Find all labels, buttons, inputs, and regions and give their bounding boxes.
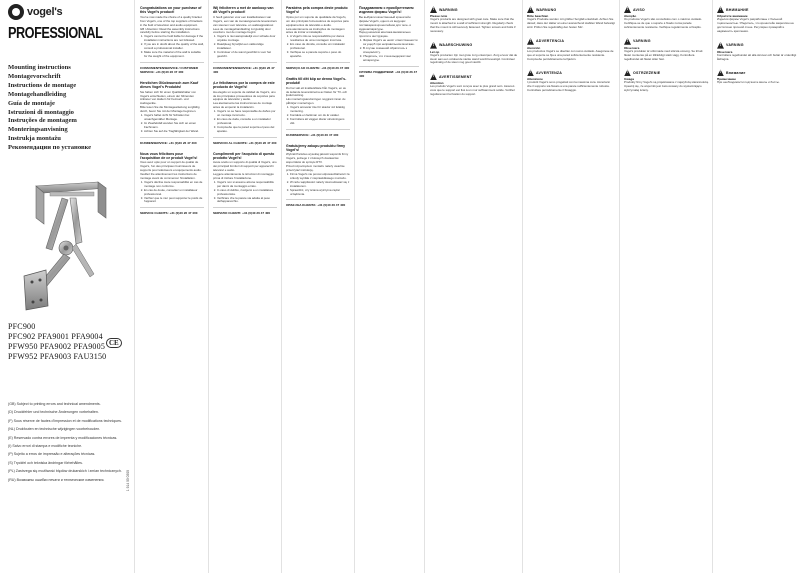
instruction-item: 1. Vogel's haftet nicht für Schäden bei unsachgemäßer Montage. [144, 114, 204, 122]
instruction-item: 2. Kontakta en fackman om du är osäker. [290, 114, 350, 118]
ce-mark: CE [106, 338, 122, 348]
legal-notes [8, 400, 122, 484]
instructions-column [140, 6, 204, 568]
manual-title: Monteringsanvisning [8, 126, 68, 134]
warning-subtitle: Observera [717, 49, 733, 54]
column-divider [208, 0, 209, 573]
warning-text: Kontrollera regelbundet att alla skruvar och bultar är ordentligt åtdragna. [717, 52, 797, 61]
warning-block [717, 6, 797, 34]
instruction-item: 1. Vogel's no se hace responsable de daños por un montaje incorrecto. [217, 110, 277, 118]
warning-text: I prodotti Vogel's sono progettati con la massima cura. Accertarsi che il supporto sia fissato a una parete sufficientemente robusta. Controllare periodicamente il fissaggio. [527, 80, 610, 93]
warning-header [527, 38, 615, 45]
section-heading: Complimenti per l'acquisto di questo prodotto Vogel's! [213, 151, 275, 160]
product-photo [6, 178, 128, 313]
warning-block [717, 69, 797, 85]
warning-title: WAARSCHUWING [439, 43, 473, 48]
instruction-item: 2. Em caso de dúvida, consulte um instalador profissional. [290, 43, 350, 51]
language-section [213, 152, 277, 216]
warning-subtitle: Attenzione [527, 77, 543, 82]
section-heading: Wij feliciteren u met de aankoop van dit Vogel's product! [213, 6, 274, 15]
warning-text: Les produits Vogel's sont conçus avec le plus grand soin. Assurez-vous que le support est fixé à un mur suffisamment solide. Vérifiez régulièrement la fixation du support. [430, 84, 516, 97]
section-divider [140, 207, 204, 208]
section-paragraph: Bitte lesen Sie die Montageanleitung sorgfältig durch, bevor Sie mit der Montage beginnen. [140, 105, 200, 114]
section-divider [213, 137, 277, 138]
model-line: PFW950 PFA9002 PFA9005 [8, 342, 106, 351]
instructions-column [359, 6, 419, 568]
instructions-column [286, 6, 350, 568]
warning-triangle-icon: ! [717, 69, 724, 76]
section-paragraph: Lees de montagehandleiding zorgvuldig door voordat u met de montage begint. [213, 26, 271, 35]
warning-subtitle: Примечание [717, 77, 736, 82]
instruction-item: 3. Sprawdzić, czy ściana wytrzyma ciężar urządzenia. [290, 189, 350, 197]
instruction-item: 2. Raadpleeg bij twijfel een vakkundige installateur. [217, 43, 277, 51]
section-paragraph: GB / Attention: Read the assembly instructions carefully before starting the installation. [140, 26, 200, 35]
section-paragraph: You've now made the choice of a quality bracket from Vogel's, one of the top suppliers of brackets in the field of television and audio equipment. [140, 14, 203, 27]
section-heading: Grattis till ditt köp av denna Vogel's-produkt! [286, 76, 347, 86]
manual-title: Instruções de montagem [8, 117, 77, 125]
column-divider [134, 0, 135, 573]
warning-header [717, 42, 797, 49]
manual-title: Mounting instructions [8, 64, 71, 71]
manual-title: Istruzioni di montaggio [8, 108, 74, 116]
warning-title: OSTRZEŻENIE [633, 70, 661, 75]
warning-text: Produkty firmy Vogel's są projektowane z najwyższą starannością. Upewnij się, że wspornik jest zamocowany do wystarczająco wytrzymałej ściany. [624, 80, 709, 93]
warnings-column [527, 6, 615, 568]
warning-triangle-icon: ! [624, 6, 631, 13]
warning-triangle-icon: ! [430, 42, 437, 49]
manual-title: Instrukja montażu [8, 135, 61, 143]
language-section [213, 6, 277, 74]
section-paragraph: Optou por um suporte de qualidade da Vogel's, um dos principais fornecedores de suportes para equipamentos de televisão e áudio. [286, 14, 349, 27]
language-section [140, 6, 204, 74]
section-heading: Gratulujemy zakupu produktu firmy Vogel's! [286, 143, 346, 153]
warning-title: VARNING [726, 43, 744, 48]
customer-service: CONSUMENTENSERVICE: +31 (0)40 26 47 400 [213, 65, 275, 74]
warning-subtitle: Observera [624, 45, 640, 50]
warning-triangle-icon: ! [527, 69, 534, 76]
warning-header [527, 69, 615, 76]
page-fold [424, 0, 425, 573]
warning-text: Los productos Vogel's se diseñan con sumo cuidado. Asegúrese de que el soporte se fija a una pared suficientemente resistente. Compruebe periódicamente la fijación. [527, 48, 614, 61]
warning-header [717, 6, 797, 13]
warning-triangle-icon: ! [527, 38, 534, 45]
logo-circle-icon [8, 4, 24, 20]
warning-header [430, 73, 518, 80]
instruction-list [286, 106, 350, 126]
instruction-item: 1. Firma Vogel's nie ponosi odpowiedzialności za szkody wynikłe z nieprawidłowego montażu. [290, 173, 350, 181]
warning-title: AVVERTENZA [536, 70, 563, 75]
warning-block [527, 69, 615, 93]
instruction-item: 1. Vogel's non si assume alcuna responsabilità per danni da montaggio errato. [217, 181, 277, 189]
instruction-item: 3. Verifique se a parede suporta o peso do aparelho. [290, 51, 350, 59]
legal-note: (S) Tryckfel och tekniska ändringar förbehålles. [8, 460, 83, 465]
warning-subtitle: Обратите внимание [717, 14, 748, 18]
warning-subtitle: Please note [430, 14, 448, 18]
warning-title: ВНИМАНИЕ [726, 7, 749, 12]
warning-block [624, 38, 709, 62]
section-heading: Nous vous félicitons pour l'acquisition de ce produit Vogel's! [140, 151, 198, 160]
series-title: PROFESSIONAL [8, 25, 103, 42]
warning-block [527, 6, 615, 30]
instruction-item: 1. Vogel's ansvarar inte för skador vid felaktig montering. [290, 106, 350, 114]
section-paragraph: Sie haben sich für einen Qualitätshalter von Vogel's entschieden, einem der führenden Anbieter von Haltern für Fernseh- und Audiogeräte. [140, 89, 196, 106]
instruction-item: 3. Kontrollera att väggen klarar utrustningens vikt. [290, 118, 350, 126]
column-divider [619, 0, 620, 573]
warning-triangle-icon: ! [527, 6, 534, 13]
column-divider [281, 0, 282, 573]
section-paragraph: Ha elegido un soporte de calidad de Vogel's, uno de los principales proveedores de soportes para equipos de televisión y audio. [213, 89, 276, 102]
warning-text: При необходимости подтяните винты и болты. [717, 80, 780, 85]
model-line: PFW952 PFA9003 FAU3150 [8, 352, 107, 361]
customer-service: SERVIZIO CLIENTI: +31 (0)40 26 47 400 [213, 211, 271, 216]
instruction-item: 2. If you are in doubt about the quality of the wall, consult a professional installer. [144, 43, 204, 51]
instruction-item: 3. Убедитесь, что стена выдержит вес аппаратуры. [363, 55, 419, 63]
instruction-item: 3. Make sure the material of the wall is suitable for the weight of the equipment. [144, 51, 204, 59]
section-paragraph: Leia atentamente as instruções de montagem antes de iniciar a instalação. [286, 26, 345, 35]
warning-subtitle: Attention [430, 81, 444, 86]
warnings-column [624, 6, 709, 568]
section-divider [213, 207, 277, 208]
section-paragraph: Вы выбрали качественный кронштейн фирмы Vogel's, одного из ведущих поставщиков кронштейнов для теле- и аудиоаппаратуры. [359, 14, 411, 31]
section-paragraph: Läs monteringsanvisningen noggrant innan du påbörjar monteringen. [286, 97, 346, 106]
instruction-list [359, 39, 419, 62]
warning-triangle-icon: ! [624, 38, 631, 45]
model-line: PFC900 [8, 322, 36, 331]
warning-header [717, 69, 797, 76]
language-section [140, 81, 204, 145]
instruction-item: 2. En cas de doute, consultez un installateur professionnel. [144, 189, 204, 197]
warning-triangle-icon: ! [430, 6, 437, 13]
section-paragraph: U heeft gekozen voor een kwaliteitssteun van Vogel's, een van de toonaangevende leveranciers van steunen voor televisie- en audioapparatuur. [213, 14, 277, 27]
section-heading: Поздравляем с приобретением изделия фирмы Vogel's! [359, 6, 414, 15]
instruction-item: 2. В случае сомнений обратитесь к специалисту. [363, 47, 419, 55]
warning-block [430, 73, 518, 97]
instruction-item: 2. Im Zweifelsfall wenden Sie sich an einen Fachmann. [144, 122, 204, 130]
customer-service: SERVICE CLIENTS: +31 (0)40 26 47 400 [140, 211, 198, 216]
warning-subtitle: Atención [527, 45, 541, 50]
customer-service: SERVIÇO AO CLIENTE: +31 (0)40 26 47 400 [286, 65, 350, 70]
instruction-item: 3. Verificare che la parete sia adatta al peso dell'apparecchio. [217, 197, 277, 205]
warning-block [527, 38, 615, 62]
language-section [286, 6, 350, 70]
warning-text: Изделия фирмы Vogel's разработаны с большой тщательностью. Убедитесь, что кронштейн закреплён на достаточно прочной стене. Регулярно проверяйте надёжность крепления. [717, 17, 794, 33]
column-divider [522, 0, 523, 573]
section-divider [286, 199, 350, 200]
section-heading: Congratulations on your purchase of this Vogel's product! [140, 6, 202, 15]
warning-title: WARNUNG [536, 7, 557, 12]
instruction-item: 3. Vérifiez que le mur peut supporter le poids de l'appareil. [144, 197, 204, 205]
warning-triangle-icon: ! [717, 6, 724, 13]
warning-title: WARNING [439, 7, 458, 12]
warning-block [430, 42, 518, 66]
manual-titles [8, 64, 91, 153]
instruction-item: 1. A Vogel's não se responsabiliza por danos resultantes de uma montagem incorreta. [290, 35, 350, 43]
manual-title: Montagevorschrift [8, 72, 61, 80]
warning-text: Vogel's Produkte werden mit größter Sorgfalt entwickelt. Achten Sie darauf, dass der Halter an einer ausreichend stabilen Wand befestigt wird. Prüfen Sie regelmäßig den festen Sitz. [527, 17, 615, 29]
warning-header [430, 42, 518, 49]
model-list [8, 322, 106, 362]
language-section [286, 77, 350, 137]
section-paragraph: Перед началом монтажа внимательно прочтите инструкцию. [359, 30, 411, 39]
instruction-item: 2. In caso di dubbio, rivolgersi a un installatore professionista. [217, 189, 277, 197]
warning-title: Внимание [726, 70, 746, 75]
warning-text: Vogel's products are designed with great care. Make sure that the mount is attached to a wall of sufficient strength. Regularly check that the mount is still securely fastened. Tighten screws and bolts if necessary. [430, 17, 516, 33]
section-divider [286, 62, 350, 63]
instruction-list [213, 181, 277, 204]
section-divider [140, 137, 204, 138]
manual-title: Рекомендации по установке [8, 144, 92, 152]
legal-note: (P) Sujeito a erros de impressão e alterações técnicas. [8, 452, 96, 457]
instruction-list [140, 181, 204, 204]
warning-block [430, 6, 518, 34]
warning-header [527, 6, 615, 13]
language-section [213, 81, 277, 145]
section-paragraph: Du har valt ett kvalitetsfäste från Vogel's, en av de ledande leverantörerna av fästen för TV- och ljudutrustning. [286, 85, 348, 98]
section-paragraph: Avete scelto un supporto di qualità di Vogel's, uno dei principali fornitori di supporti per apparecchi televisivi e audio. [213, 160, 277, 173]
warning-header [430, 6, 518, 13]
legal-note: (D) Druckfehler und technische Änderungen vorbehalten. [8, 410, 99, 415]
section-heading: ¡Le felicitamos por la compra de este producto de Vogel's! [213, 80, 275, 90]
legal-note: (I) Salvo errori di stampa e modifiche tecniche. [8, 444, 83, 449]
warning-subtitle: Bitte beachten [527, 14, 549, 18]
section-divider [213, 62, 277, 63]
instruction-item: 2. En caso de duda, consulte a un instalador profesional. [217, 118, 277, 126]
warning-title: VARNING [633, 39, 651, 44]
instruction-list [286, 173, 350, 196]
document-code: 1 914 00 0300 [126, 470, 130, 492]
brand-logo [8, 4, 62, 20]
warning-subtitle: Let op [430, 49, 440, 54]
manual-title: Instructions de montage [8, 81, 77, 89]
warning-text: Vogel's producten zijn met grote zorg ontworpen. Zorg ervoor dat de steun aan een voldoende sterke wand wordt bevestigd. Controleer regelmatig of de steun nog goed vastzit. [430, 52, 518, 65]
instruction-list [140, 35, 204, 58]
instructions-column [213, 6, 277, 568]
warning-header [624, 69, 709, 76]
instruction-item: 1. Vogel's décline toute responsabilité en cas de montage non conforme. [144, 181, 204, 189]
section-paragraph: Przed rozpoczęciem montażu należy uważnie przeczytać instrukcję. [286, 164, 345, 173]
column-divider [712, 0, 713, 573]
column-divider [354, 0, 355, 573]
instruction-list [140, 114, 204, 134]
warning-subtitle: Uwaga [624, 77, 634, 82]
section-divider [140, 62, 204, 63]
warning-block [624, 69, 709, 93]
warning-header [624, 6, 709, 13]
section-paragraph: Leggere attentamente le istruzioni di montaggio prima di iniziare l'installazione. [213, 172, 274, 180]
section-heading: Herzlichen Glückwunsch zum Kauf dieses Vogel's Produkts! [140, 80, 199, 90]
language-section [286, 144, 350, 208]
warning-text: Vogel's produkter är utformade med största omsorg. Se till att fästet monteras på en tillräckligt stark vägg. Kontrollera regelbundet att fästet sitter fast. [624, 48, 703, 61]
language-section [359, 6, 419, 78]
instruction-item: 3. Achten Sie auf die Tragfähigkeit der Wand. [144, 130, 204, 134]
model-line: PFC902 PFA9001 PFA9004 [8, 332, 103, 341]
legal-note: (GB) Subject to printing errors and technical amendments. [8, 402, 101, 406]
legal-note: (RU) Возможны ошибки печати и технические изменения. [8, 477, 105, 482]
brand-name: vogel's [27, 6, 63, 18]
section-divider [286, 129, 350, 130]
manual-title: Guía de montaje [8, 99, 55, 107]
language-section [140, 152, 204, 216]
warning-triangle-icon: ! [717, 42, 724, 49]
warning-title: AVERTISSEMENT [439, 74, 472, 79]
customer-service: SERVICIO AL CLIENTE: +31 (0)40 26 47 400 [213, 140, 277, 145]
warning-header [624, 38, 709, 45]
section-paragraph: Vous avez opté pour un support de qualité de Vogel's, l'un des principaux fournisseurs de supports pour téléviseurs et équipements audio. [140, 160, 202, 173]
manual-title: Montagehandleiding [8, 90, 67, 98]
legal-note: (F) Sous réserve de fautes d'impression et de modifications techniques. [8, 418, 122, 423]
section-divider [359, 66, 419, 67]
cover-panel [0, 0, 132, 573]
warning-block [624, 6, 709, 30]
instruction-item: 3. Compruebe que la pared soporta el peso del aparato. [217, 126, 277, 134]
section-heading: Parabéns pela compra deste produto Vogel's! [286, 6, 348, 15]
warning-triangle-icon: ! [430, 73, 437, 80]
customer-service: CONSUMENTENSERVICE / CUSTOMER SERVICE: +31 (0)40 26 47 400 [140, 65, 198, 74]
customer-service: KUNDSERVICE: +31 (0)40 26 47 400 [286, 132, 339, 137]
instruction-item: 1. Vogel's cannot be held liable for damage if the installation instructions are not followed. [144, 35, 204, 43]
section-paragraph: Wybrali Państwo wysokiej jakości wspornik firmy Vogel's, jednego z czołowych dostawców wsporników do sprzętu RTV. [286, 152, 349, 165]
instruction-item: 3. Controleer of de wand geschikt is voor het gewicht. [217, 51, 277, 59]
instruction-list [286, 35, 350, 58]
warning-subtitle: Atenção [624, 14, 637, 18]
legal-note: (NL) Drukfouten en technische wijzigingen voorbehouden. [8, 427, 101, 432]
instruction-list [213, 35, 277, 58]
warning-title: ADVERTENCIA [536, 39, 565, 44]
instruction-item: 1. Vogel's is niet aansprakelijk voor schade door onjuiste montage. [217, 35, 277, 43]
warning-block [717, 42, 797, 62]
instruction-item: 2. W razie wątpliwości należy skonsultować się z instalatorem. [290, 181, 350, 189]
customer-service: KUNDENSERVICE: +31 (0)40 26 47 400 [140, 140, 197, 145]
instruction-list [213, 110, 277, 133]
section-paragraph: Lea atentamente las instrucciones de montaje antes de empezar la instalación. [213, 101, 272, 110]
warning-triangle-icon: ! [624, 69, 631, 76]
section-paragraph: Veuillez lire attentivement les instructions de montage avant de commencer l'installation. [140, 172, 197, 180]
warnings-column [717, 6, 797, 568]
customer-service: OBSŁUGA KLIENTA: +31 (0)40 26 47 400 [286, 203, 346, 208]
legal-note: (PL) Zastrzega się możliwość błędów drukarskich i zmian technicznych. [8, 469, 122, 474]
instruction-item: 1. Фирма Vogel's не несёт ответственности за ущерб при неправильном монтаже. [363, 39, 419, 47]
warnings-column [430, 6, 518, 568]
customer-service: СЛУЖБА ПОДДЕРЖКИ: +31 (0)40 26 47 400 [359, 69, 418, 78]
warning-title: AVISO [633, 7, 645, 12]
warning-text: Os produtos Vogel's são concebidos com o máximo cuidado. Certifique-se de que o suporte é fixado numa parede suficientemente resistente. Verifique regularmente a fixação. [624, 17, 702, 29]
legal-note: (E) Reservado contra errores de imprenta y modificaciones técnicas. [8, 435, 118, 440]
